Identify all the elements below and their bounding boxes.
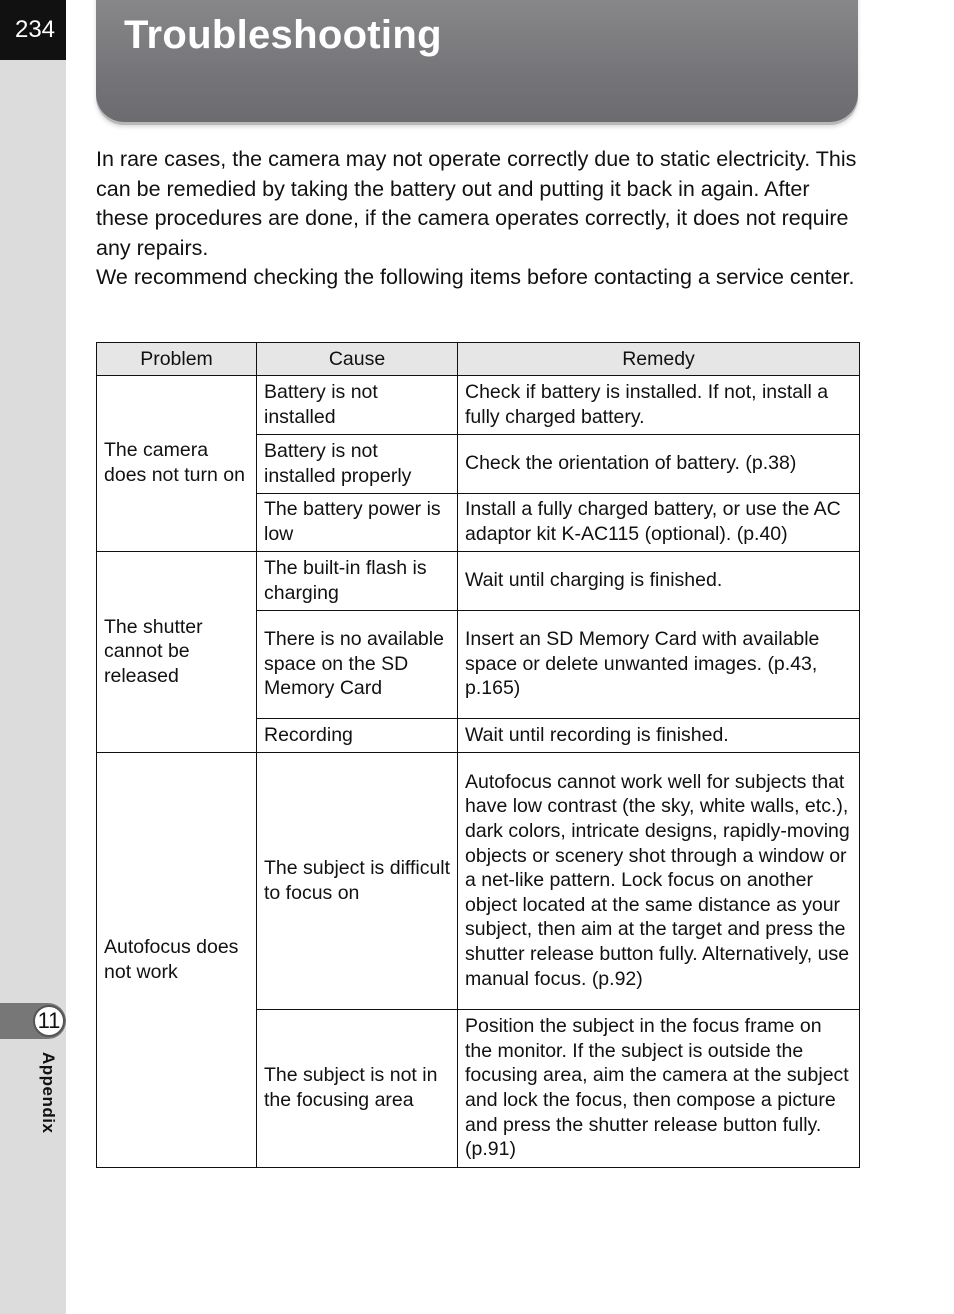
header-remedy: Remedy: [458, 343, 860, 376]
cause-cell: There is no available space on the SD Memory Card: [257, 611, 458, 719]
header-problem: Problem: [97, 343, 257, 376]
remedy-cell: Wait until recording is finished.: [458, 719, 860, 753]
page-number: 234: [0, 0, 66, 60]
table-row: [97, 552, 860, 611]
problem-cell: Autofocus does not work: [97, 753, 257, 1168]
troubleshooting-table: [96, 342, 860, 1168]
intro-text: [96, 145, 866, 293]
remedy-cell: Position the subject in the focus frame on the monitor. If the subject is outside the focusing area, aim the camera at the subject and lock the focus, then compose a picture and press the shutter release button fully. (p.91): [458, 1010, 860, 1168]
cause-cell: Battery is not installed: [257, 376, 458, 435]
problem-cell: The camera does not turn on: [97, 376, 257, 552]
cause-cell: The subject is difficult to focus on: [257, 753, 458, 1010]
remedy-cell: Insert an SD Memory Card with available space or delete unwanted images. (p.43, p.165): [458, 611, 860, 719]
remedy-cell: Check if battery is installed. If not, install a fully charged battery.: [458, 376, 860, 435]
chapter-number-badge: 11: [33, 1005, 65, 1037]
intro-paragraph: In rare cases, the camera may not operate correctly due to static electricity. This can be remedied by taking the battery out and putting it back in again. After these procedures are done, if the camera operates correctly, it does not require any repairs.: [96, 147, 857, 260]
remedy-cell: Check the orientation of battery. (p.38): [458, 435, 860, 494]
table-row: [97, 376, 860, 435]
cause-cell: Recording: [257, 719, 458, 753]
intro-paragraph: We recommend checking the following items before contacting a service center.: [96, 265, 855, 289]
header-cause: Cause: [257, 343, 458, 376]
cause-cell: The subject is not in the focusing area: [257, 1010, 458, 1168]
remedy-cell: Autofocus cannot work well for subjects that have low contrast (the sky, white walls, etc.), dark colors, intricate designs, rapidly-moving objects or scenery shot through a window or a net-like pattern. Lock focus on another object located at the same distance as your subject, then aim at the target and press the shutter release button fully. Alternatively, use manual focus. (p.92): [458, 753, 860, 1010]
remedy-cell: Wait until charging is finished.: [458, 552, 860, 611]
cause-cell: Battery is not installed properly: [257, 435, 458, 494]
problem-cell: The shutter cannot be released: [97, 552, 257, 753]
cause-cell: The built-in flash is charging: [257, 552, 458, 611]
remedy-cell: Install a fully charged battery, or use the AC adaptor kit K-AC115 (optional). (p.40): [458, 494, 860, 552]
cause-cell: The battery power is low: [257, 494, 458, 552]
page-title: Troubleshooting: [124, 13, 442, 57]
table-row: [97, 753, 860, 1010]
chapter-label: Appendix: [39, 1052, 58, 1134]
table-header-row: [97, 343, 860, 376]
